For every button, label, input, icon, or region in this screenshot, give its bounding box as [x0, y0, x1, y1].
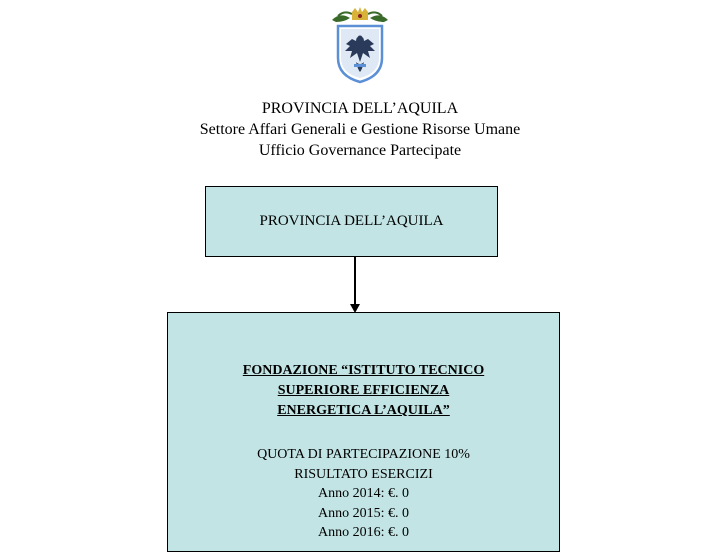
parent-entity-box: [205, 186, 498, 257]
entity-stats: [168, 445, 559, 543]
entity-name: [168, 361, 559, 421]
province-coat-of-arms-icon: [326, 6, 394, 84]
connector-arrow: [345, 256, 365, 316]
header-org: PROVINCIA DELL’AQUILA: [261, 100, 459, 117]
entity-name-line: FONDAZIONE “ISTITUTO TECNICO: [242, 363, 485, 378]
participation-share: QUOTA DI PARTECIPAZIONE 10%: [257, 447, 470, 462]
participated-entity-box: [167, 312, 560, 552]
header-sector: Settore Affari Generali e Gestione Risorse Umane: [199, 121, 521, 138]
laurel-crown: [332, 7, 388, 22]
entity-name-line: ENERGETICA L’AQUILA”: [277, 403, 450, 418]
header-office: Ufficio Governance Partecipate: [258, 142, 462, 159]
entity-name-line: SUPERIORE EFFICIENZA: [277, 383, 450, 398]
header: [0, 98, 720, 161]
parent-entity-label: PROVINCIA DELL’AQUILA: [259, 213, 444, 229]
result-row: Anno 2016: €. 0: [318, 525, 409, 540]
result-row: Anno 2014: €. 0: [318, 486, 409, 501]
results-heading: RISULTATO ESERCIZI: [294, 466, 433, 482]
result-row: Anno 2015: €. 0: [318, 505, 409, 521]
